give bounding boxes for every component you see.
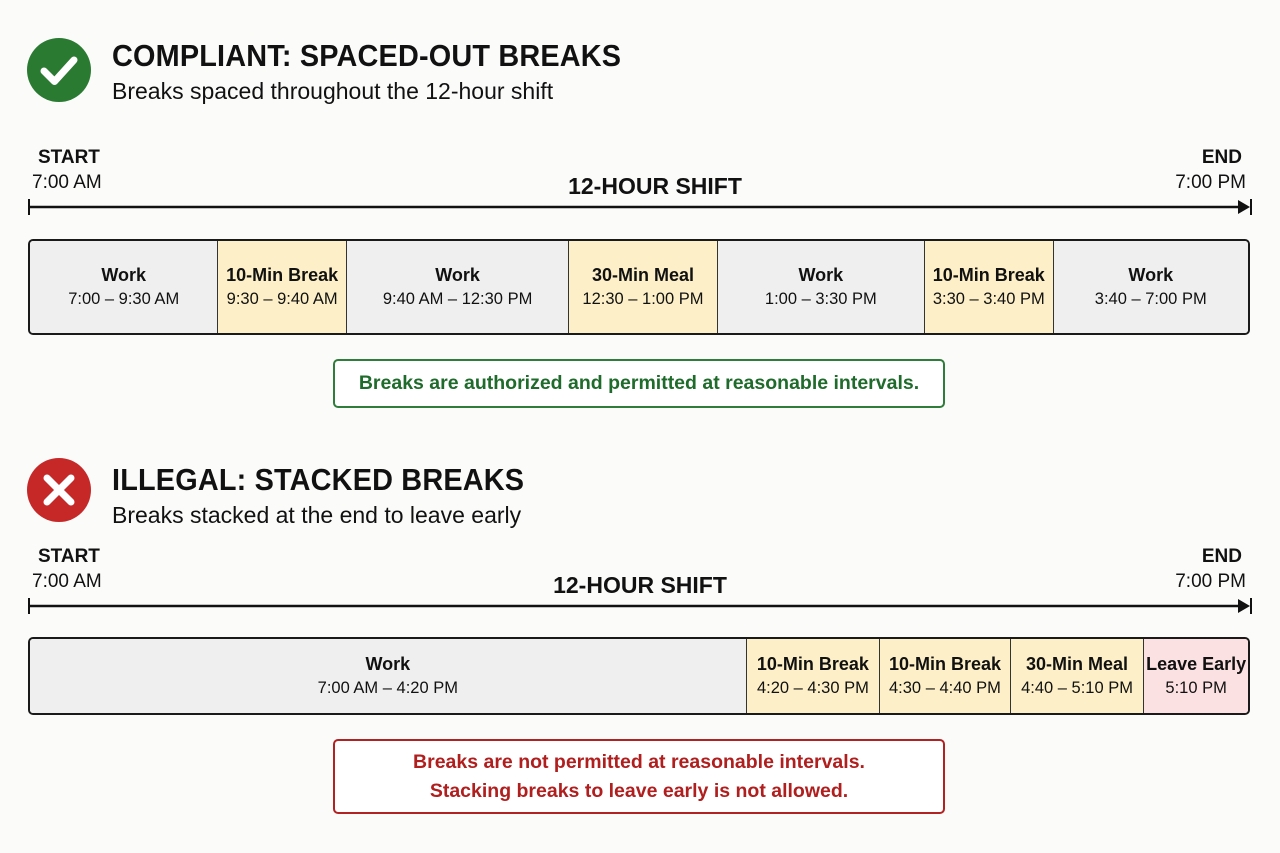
compliant-note-line: Breaks are authorized and permitted at reasonable intervals. bbox=[358, 372, 920, 394]
segment-time: 9:40 AM – 12:30 PM bbox=[382, 290, 533, 308]
segment-label: Work bbox=[101, 265, 147, 285]
segment-time: 7:00 AM – 4:20 PM bbox=[317, 679, 458, 697]
shift-label: 12-HOUR SHIFT bbox=[553, 572, 727, 598]
segment-break bbox=[217, 241, 346, 333]
timeline-arrow bbox=[28, 198, 1253, 216]
segment-label: Work bbox=[365, 654, 411, 674]
illegal-title: ILLEGAL: STACKED BREAKS bbox=[112, 462, 525, 497]
segment-time: 4:30 – 4:40 PM bbox=[889, 679, 1001, 697]
illegal-section bbox=[0, 420, 1280, 853]
compliant-subtitle: Breaks spaced throughout the 12-hour shift bbox=[112, 78, 554, 104]
timeline-arrow bbox=[28, 597, 1253, 615]
illegal-note-line-2: Stacking breaks to leave early is not allowed. bbox=[429, 779, 849, 802]
segment-break bbox=[746, 639, 880, 713]
segment-label: Work bbox=[798, 265, 844, 285]
end-label: END bbox=[1201, 546, 1242, 567]
segment-time: 3:40 – 7:00 PM bbox=[1094, 290, 1207, 308]
illegal-note bbox=[333, 739, 945, 814]
segment-time: 1:00 – 3:30 PM bbox=[764, 290, 877, 308]
illegal-shift-bar bbox=[28, 637, 1250, 715]
segment-break bbox=[568, 241, 717, 333]
start-time: 7:00 AM bbox=[32, 172, 102, 193]
segment-work bbox=[30, 241, 217, 333]
end-time: 7:00 PM bbox=[1175, 571, 1246, 592]
segment-work bbox=[1053, 241, 1248, 333]
segment-work bbox=[30, 639, 746, 713]
segment-time: 4:20 – 4:30 PM bbox=[756, 679, 869, 697]
illegal-note-line-1: Breaks are not permitted at reasonable intervals. bbox=[413, 750, 865, 773]
segment-time: 12:30 – 1:00 PM bbox=[582, 290, 704, 308]
segment-label: Leave Early bbox=[1146, 654, 1247, 674]
segment-time: 9:30 – 9:40 AM bbox=[226, 290, 338, 308]
segment-label: 10-Min Break bbox=[756, 654, 869, 674]
segment-work bbox=[717, 241, 924, 333]
segment-time: 4:40 – 5:10 PM bbox=[1021, 679, 1133, 697]
compliant-section bbox=[0, 0, 1280, 420]
end-time: 7:00 PM bbox=[1175, 172, 1246, 193]
x-icon bbox=[27, 458, 91, 522]
segment-label: 10-Min Break bbox=[888, 654, 1001, 674]
shift-label: 12-HOUR SHIFT bbox=[568, 173, 742, 199]
start-time: 7:00 AM bbox=[32, 571, 102, 592]
segment-label: 30-Min Meal bbox=[591, 265, 694, 285]
end-label: END bbox=[1201, 147, 1242, 168]
segment-label: 30-Min Meal bbox=[1026, 654, 1129, 674]
segment-label: 10-Min Break bbox=[932, 265, 1045, 285]
segment-break bbox=[879, 639, 1010, 713]
compliant-note bbox=[333, 359, 945, 408]
segment-label: Work bbox=[1128, 265, 1174, 285]
segment-break bbox=[1010, 639, 1144, 713]
segment-leave bbox=[1143, 639, 1248, 713]
segment-label: 10-Min Break bbox=[226, 265, 339, 285]
compliant-title: COMPLIANT: SPACED-OUT BREAKS bbox=[112, 38, 622, 73]
segment-time: 7:00 – 9:30 AM bbox=[68, 290, 180, 308]
start-label: START bbox=[38, 147, 100, 168]
segment-time: 5:10 PM bbox=[1165, 679, 1227, 697]
compliant-shift-bar bbox=[28, 239, 1250, 335]
start-label: START bbox=[38, 546, 100, 567]
illegal-subtitle: Breaks stacked at the end to leave early bbox=[112, 502, 522, 528]
segment-label: Work bbox=[435, 265, 480, 285]
segment-work bbox=[346, 241, 568, 333]
check-icon bbox=[27, 38, 91, 102]
segment-break bbox=[924, 241, 1053, 333]
segment-time: 3:30 – 3:40 PM bbox=[932, 290, 1045, 308]
